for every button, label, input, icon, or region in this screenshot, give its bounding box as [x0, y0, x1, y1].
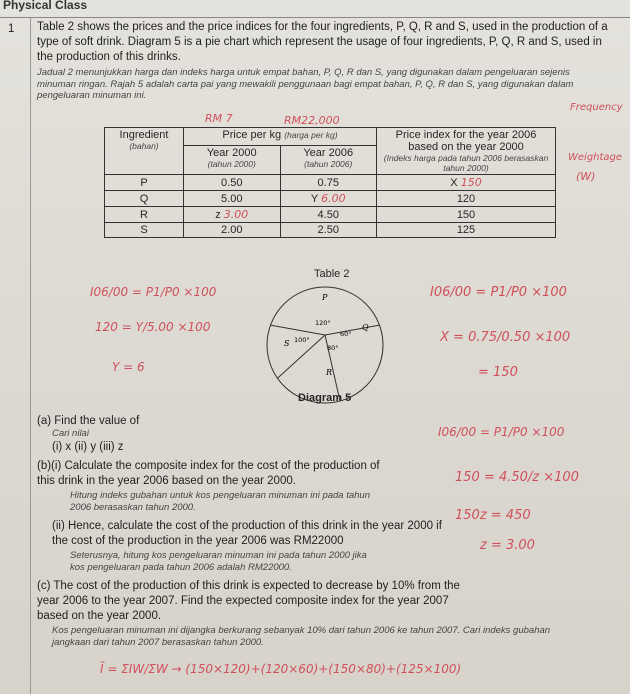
question-b2-my: Seterusnya, hitung kos pengeluaran minuman ini pada tahun 2000 jika kos pengeluaran pada tahun 2006 adalah RM22000. — [70, 550, 367, 573]
handwriting-composite-formula: Ī = ΣIW/ΣW → (150×120)+(120×60)+(150×80)+(125×100) — [100, 662, 462, 676]
diagram-caption: Diagram 5 — [298, 392, 352, 404]
question-b1: (b)(i) Calculate the composite index for the cost of the production of this drink in the year 2006 based on the year 2000. — [37, 460, 380, 487]
cell-index — [377, 175, 556, 191]
pie-label-r: R — [326, 368, 333, 377]
handwriting-z-value: 3.00 — [223, 208, 249, 221]
header-year-2006 — [280, 145, 377, 174]
cell-ingredient: R — [105, 207, 184, 223]
header-ingredient-my: (bahan) — [129, 141, 159, 151]
handwriting-rm7: RM 7 — [205, 112, 233, 125]
handwriting-rm22000: RM22,000 — [284, 114, 340, 127]
cell-index: 120 — [377, 191, 556, 207]
table-caption: Table 2 — [314, 268, 350, 280]
header-ingredient — [105, 128, 184, 175]
question-c: (c) The cost of the production of this drink is expected to decrease by 10% from the year 2006 to the year 2007. Find the expected composite index for the year 2007 based on the year 2000. — [37, 580, 460, 622]
pie-angle-label: 60° — [340, 330, 352, 338]
pie-angle-label: 120° — [315, 319, 331, 327]
table-row — [105, 207, 556, 223]
header-index — [377, 128, 556, 175]
header-price — [184, 128, 377, 146]
table-row — [105, 175, 556, 191]
handwriting-y-answer: Y = 6 — [112, 360, 145, 374]
pie-chart — [260, 280, 390, 410]
question-a-my: Cari nilai — [52, 428, 89, 439]
cell-price-2006: 0.75 — [280, 175, 377, 191]
header-label: Physical Class — [3, 0, 88, 12]
handwriting-frequency: Frequency — [570, 102, 623, 113]
header-price-my: (harga per kg) — [284, 130, 338, 140]
pie-angle-label: 100° — [294, 336, 310, 344]
handwriting-x-calc: X = 0.75/0.50 ×100 — [440, 330, 571, 345]
question-a: (a) Find the value of — [37, 415, 140, 427]
pie-angle-label: 80° — [327, 344, 339, 352]
handwriting-x-value: 150 — [460, 176, 482, 189]
header-year-2000-my: (tahun 2000) — [207, 158, 256, 169]
cell-price-2006: 4.50 — [280, 207, 377, 223]
pie-label-p: P — [322, 293, 328, 302]
cell-price-2006: 2.50 — [280, 223, 377, 238]
table-row — [105, 223, 556, 238]
pie-label-q: Q — [362, 323, 369, 332]
cell-index: 125 — [377, 223, 556, 238]
header-year-2006-my: (tahun 2006) — [304, 158, 353, 169]
handwriting-z-step: 150z = 450 — [455, 508, 531, 523]
price-index-table — [104, 127, 556, 238]
question-c-my: Kos pengeluaran minuman ini dijangka berkurang sebanyak 10% dari tahun 2006 ke tahun 2007. Cari indeks gubahan jangkaan dari tahun 2007 berasaskan tahun 2000. — [52, 625, 551, 648]
handwriting-x-answer: = 150 — [478, 365, 518, 380]
handwriting-z-answer: z = 3.00 — [480, 538, 535, 553]
handwriting-index-formula-mid: I06/00 = P1/P0 ×100 — [438, 425, 565, 439]
cell-ingredient: S — [105, 223, 184, 238]
margin-divider — [30, 18, 31, 694]
question-number: 1 — [8, 23, 15, 35]
cell-price-2000: 0.50 — [184, 175, 281, 191]
pie-slice-boundary — [325, 325, 380, 335]
cell-price-2006-value: Y — [310, 193, 319, 205]
cell-ingredient: Q — [105, 191, 184, 207]
question-a-parts: (i) x (ii) y (iii) z — [52, 441, 124, 453]
question-b2: (ii) Hence, calculate the cost of the production of this drink in the year 2000 if the cost of the production in the year 2006 was RM22000 — [52, 520, 442, 547]
handwriting-y-value: 6.00 — [321, 192, 346, 205]
cell-index: 150 — [377, 207, 556, 223]
header-index-label: Price index for the year 2006 based on the year 2000 — [395, 129, 537, 153]
header-price-label: Price per kg — [222, 129, 282, 141]
header-ingredient-label: Ingredient — [119, 129, 169, 141]
header-divider — [0, 17, 630, 18]
handwriting-weightage: Weightage — [568, 152, 623, 163]
cell-price-2000: 5.00 — [184, 191, 281, 207]
header-year-2000 — [184, 145, 281, 174]
cell-price-2000: 2.00 — [184, 223, 281, 238]
cell-price-2000 — [184, 207, 281, 223]
header-year-2000-label: Year 2000 — [206, 146, 257, 159]
cell-ingredient: P — [105, 175, 184, 191]
intro-text-my: Jadual 2 menunjukkan harga dan indeks harga untuk empat bahan, P, Q, R dan S, yang digunakan dalam pengeluaran sejenis minuman ringan. Rajah 5 adalah carta pai yang mewakili penggunaan bagi empat bahan, P, Q, R dan S, yang digunakan dalam pengeluaran minuman ini. — [37, 67, 574, 101]
header-year-2006-label: Year 2006 — [303, 146, 354, 159]
header-index-my: (Indeks harga pada tahun 2006 berasaskan tahun 2000) — [383, 153, 549, 173]
pie-label-s: S — [284, 339, 290, 348]
handwriting-w: (W) — [576, 170, 596, 183]
cell-index-value: X — [450, 177, 458, 189]
handwriting-index-formula-left: I06/00 = P1/P0 ×100 — [90, 285, 217, 299]
question-b1-my: Hitung indeks gubahan untuk kos pengeluaran minuman ini pada tahun 2006 berasaskan tahun 2000. — [70, 490, 370, 513]
cell-price-2000-value: z — [215, 209, 221, 221]
cell-price-2006 — [280, 191, 377, 207]
table-row — [105, 191, 556, 207]
handwriting-index-formula-right: I06/00 = P1/P0 ×100 — [430, 285, 567, 300]
intro-text-en: Table 2 shows the prices and the price indices for the four ingredients, P, Q, R and S, used in the production of a type of soft drink. Diagram 5 is a pie chart which represent the usage of four ingredients, P, Q, R and S, used in the production of this drinks. — [37, 21, 608, 63]
handwriting-z-calc: 150 = 4.50/z ×100 — [455, 470, 579, 485]
handwriting-q-calc: 120 = Y/5.00 ×100 — [95, 320, 211, 334]
